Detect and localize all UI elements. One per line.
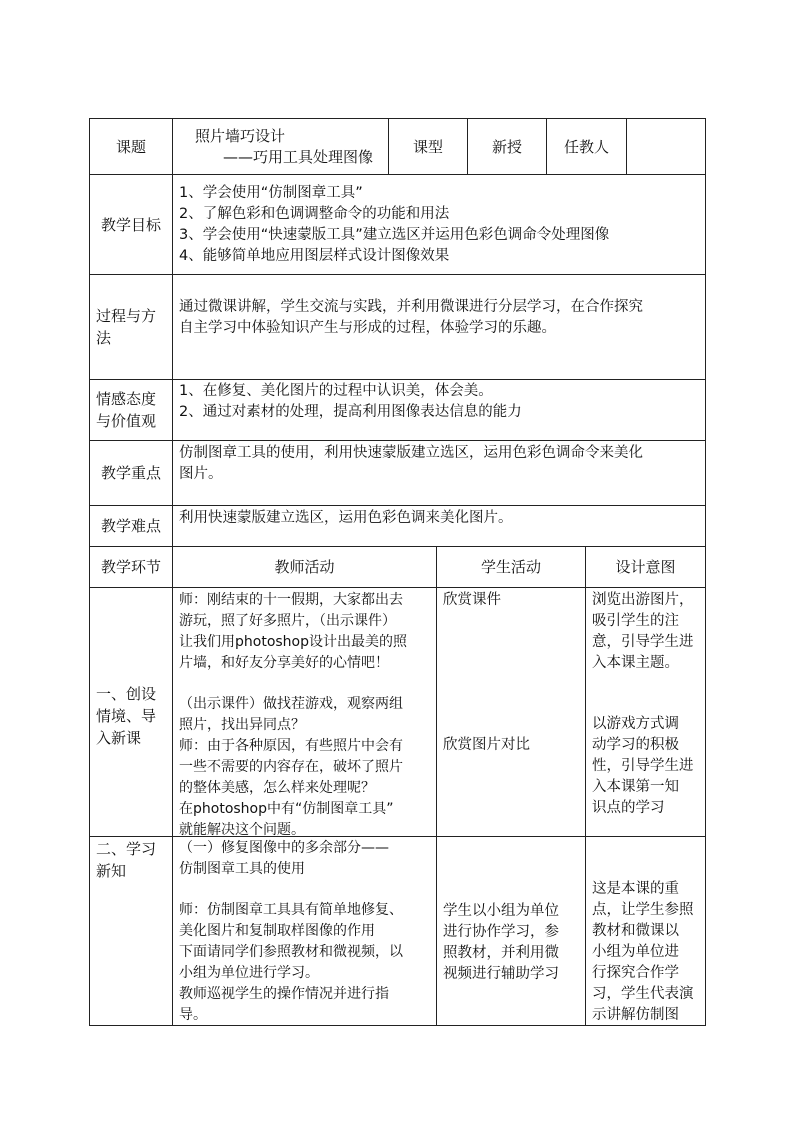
difficulties-text: 利用快速蒙版建立选区，运用色彩色调来美化图片。: [179, 510, 513, 526]
topic-title: [172, 118, 389, 175]
difficulties-content: [172, 505, 706, 547]
teacher-label-text: 任教人: [563, 137, 609, 156]
process-label-line1: 过程与方: [96, 307, 157, 325]
row1-teacher-line: 就能解决这个问题。: [179, 822, 305, 837]
topic-title-line2: ——巧用工具处理图像: [223, 148, 374, 166]
process-text-line1: 通过微课讲解，学生交流与实践，并利用微课进行分层学习，在合作探究: [179, 299, 643, 315]
objective-item: 1、学会使用“仿制图章工具”: [179, 185, 363, 201]
row2-intent: [585, 836, 706, 1026]
row1-teacher: [172, 587, 437, 837]
row1-intent: [585, 587, 706, 837]
col-teacher-header: [172, 546, 437, 588]
teacher-label: [546, 118, 627, 175]
row1-teacher-line: 在photoshop中有“仿制图章工具”: [179, 801, 394, 817]
row2-teacher-line: 美化图片和复制取样图像的作用: [179, 923, 375, 939]
row1-teacher-line: 师：由于各种原因，有些照片中会有: [179, 738, 403, 754]
objectives-label-text: 教学目标: [100, 215, 161, 234]
row2-student-line: 视频进行辅助学习: [443, 966, 559, 982]
row1-stage-line: 一、创设: [96, 685, 157, 703]
lesson-type-value-text: 新授: [491, 137, 522, 156]
row1-intent-b-line: 性，引导学生进: [592, 758, 694, 774]
lesson-type-label: [388, 118, 468, 175]
row1-teacher-line: 师：刚结束的十一假期，大家都出去: [179, 592, 403, 608]
col-intent-header: [585, 546, 706, 588]
col-stage-header: [89, 546, 173, 588]
row2-stage: [89, 836, 173, 1026]
key-points-line1: 仿制图章工具的使用，利用快速蒙版建立选区，运用色彩色调命令来美化: [179, 445, 643, 461]
row2-intent-line: 示讲解仿制图: [592, 1007, 679, 1023]
row2-student-line: 照教材，并利用微: [443, 945, 559, 961]
lesson-type-label-text: 课型: [412, 137, 443, 156]
col-student-header: [436, 546, 586, 588]
row2-teacher-line: 小组为单位进行学习。: [179, 965, 319, 981]
row1-intent-b-line: 动学习的积极: [592, 737, 679, 753]
difficulties-label: [89, 505, 173, 547]
row1-intent-b-line: 入本课第一知: [592, 779, 679, 795]
objective-item: 4、能够简单地应用图层样式设计图像效果: [179, 248, 450, 264]
row1-teacher-line: [179, 674, 432, 694]
process-label: [89, 274, 173, 380]
row1-student: [436, 587, 586, 837]
col-stage-text: 教学环节: [100, 558, 161, 576]
process-text-line2: 自主学习中体验知识产生与形成的过程，体验学习的乐趣。: [179, 320, 556, 336]
process-content: [172, 274, 706, 380]
row2-teacher-line: [179, 880, 432, 900]
row2-stage-line: 二、学习: [96, 840, 157, 858]
topic-label: [89, 118, 173, 175]
col-intent-text: 设计意图: [615, 558, 676, 576]
row1-intent-a-line: 入本课主题。: [592, 655, 679, 671]
row2-intent-line: 这是本课的重: [592, 881, 679, 897]
objectives-content: [172, 174, 706, 275]
teacher-value: [626, 118, 706, 175]
row1-intent-a-line: 浏览出游图片，: [592, 592, 694, 608]
row2-intent-line: 行探究合作学: [592, 965, 679, 981]
row1-stage-line: 入新课: [96, 729, 142, 747]
row1-teacher-line: （出示课件）做找茬游戏，观察两组: [179, 696, 403, 712]
emotion-item: 1、在修复、美化图片的过程中认识美，体会美。: [179, 383, 493, 399]
row2-teacher-line: 导。: [179, 1007, 207, 1023]
row2-teacher-line: 仿制图章工具的使用: [179, 861, 305, 877]
row1-intent-a-line: 意，引导学生进: [592, 634, 694, 650]
objectives-label: [89, 174, 173, 275]
row1-intent-b-line: 识点的学习: [592, 800, 665, 816]
difficulties-label-text: 教学难点: [100, 517, 161, 535]
key-points-label: [89, 440, 173, 506]
emotion-label-line1: 情感态度: [96, 390, 157, 408]
key-points-content: [172, 440, 706, 506]
row1-teacher-line: 让我们用photoshop设计出最美的照: [179, 634, 407, 650]
process-label-line2: 法: [96, 329, 112, 347]
col-student-text: 学生活动: [480, 558, 541, 576]
objective-item: 2、了解色彩和色调调整命令的功能和用法: [179, 206, 450, 222]
row1-student-b: 欣赏图片对比: [443, 737, 530, 753]
row1-stage: [89, 587, 173, 837]
row2-teacher-line: （一）修复图像中的多余部分——: [179, 840, 389, 856]
row1-teacher-line: 的整体美感，怎么样来处理呢？: [179, 780, 375, 796]
row2-student-line: 学生以小组为单位: [443, 903, 559, 919]
row2-teacher: [172, 836, 437, 1026]
row1-teacher-line: 照片，找出异同点？: [179, 717, 305, 733]
row1-teacher-line: 片墙，和好友分享美好的心情吧！: [179, 655, 389, 671]
row1-stage-line: 情境、导: [96, 707, 157, 725]
emotion-content: [172, 379, 706, 441]
col-teacher-text: 教师活动: [274, 558, 335, 576]
row1-intent-a-line: 吸引学生的注: [592, 613, 679, 629]
emotion-item: 2、通过对素材的处理，提高利用图像表达信息的能力: [179, 404, 522, 420]
row1-intent-b-line: 以游戏方式调: [592, 716, 679, 732]
emotion-label: [89, 379, 173, 441]
lesson-type-value: [467, 118, 547, 175]
row2-intent-line: 教材和微课以: [592, 923, 679, 939]
emotion-label-line2: 与价值观: [96, 412, 157, 430]
objective-item: 3、学会使用“快速蒙版工具”建立选区并运用色彩色调命令处理图像: [179, 227, 610, 243]
row1-teacher-line: 游玩，照了好多照片，（出示课件）: [179, 613, 396, 629]
row2-intent-line: 点，让学生参照: [592, 902, 694, 918]
row2-stage-line: 新知: [96, 862, 127, 880]
row1-student-a: 欣赏课件: [443, 592, 501, 608]
key-points-label-text: 教学重点: [100, 464, 161, 482]
row1-teacher-line: 一些不需要的内容存在，破坏了照片: [179, 759, 403, 775]
topic-title-line1: 照片墙巧设计: [195, 127, 286, 145]
row2-teacher-line: 师：仿制图章工具具有简单地修复、: [179, 902, 403, 918]
row2-intent-line: 习，学生代表演: [592, 986, 694, 1002]
row2-intent-line: 小组为单位进: [592, 944, 679, 960]
row2-student-line: 进行协作学习，参: [443, 924, 559, 940]
row2-teacher-line: 教师巡视学生的操作情况并进行指: [179, 986, 389, 1002]
row2-teacher-line: 下面请同学们参照教材和微视频，以: [179, 944, 403, 960]
topic-label-text: 课题: [115, 137, 146, 156]
key-points-line2: 图片。: [179, 466, 223, 482]
row2-student: [436, 836, 586, 1026]
